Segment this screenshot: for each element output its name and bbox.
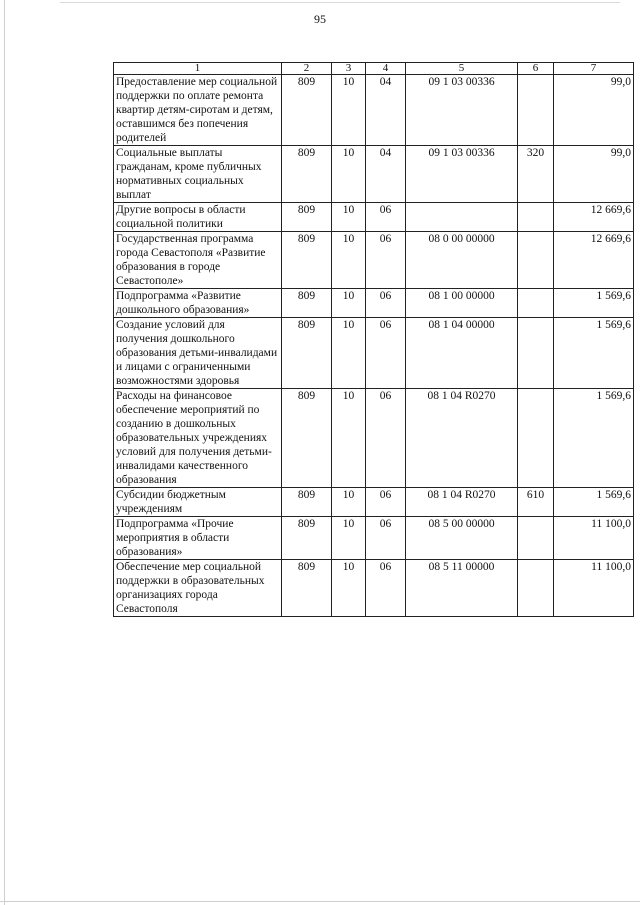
col-header: 3	[332, 63, 366, 75]
row-target-article: 08 0 00 00000	[406, 232, 518, 289]
col-header: 4	[366, 63, 406, 75]
row-expense-type	[518, 232, 554, 289]
row-expense-type	[518, 560, 554, 617]
row-expense-type	[518, 389, 554, 488]
row-name: Создание условий для получения дошкольного образования детьми-инвалидами и лицами с ограниченными возможностями здоровья	[114, 318, 282, 389]
scan-edge-top	[60, 2, 620, 3]
row-name: Государственная программа города Севастополя «Развитие образования в городе Севастополе»	[114, 232, 282, 289]
row-subsection: 06	[366, 560, 406, 617]
row-ministry-code: 809	[282, 232, 332, 289]
row-amount: 99,0	[554, 75, 634, 146]
col-header: 7	[554, 63, 634, 75]
row-expense-type: 320	[518, 146, 554, 203]
row-amount: 12 669,6	[554, 203, 634, 232]
row-name: Расходы на финансовое обеспечение мероприятий по созданию в дошкольных образовательных учреждениях условий для получения детьми-инвалидами качественного образования	[114, 389, 282, 488]
row-target-article: 08 5 11 00000	[406, 560, 518, 617]
row-name: Предоставление мер социальной поддержки по оплате ремонта квартир детям-сиротам и детям, оставшимся без попечения родителей	[114, 75, 282, 146]
table-row	[114, 560, 634, 617]
row-section: 10	[332, 389, 366, 488]
row-target-article: 08 1 00 00000	[406, 289, 518, 318]
row-ministry-code: 809	[282, 560, 332, 617]
header-row	[114, 63, 634, 75]
row-amount: 1 569,6	[554, 389, 634, 488]
row-subsection: 06	[366, 203, 406, 232]
col-header: 6	[518, 63, 554, 75]
row-section: 10	[332, 289, 366, 318]
row-amount: 1 569,6	[554, 289, 634, 318]
row-target-article: 08 5 00 00000	[406, 517, 518, 560]
row-ministry-code: 809	[282, 203, 332, 232]
row-section: 10	[332, 517, 366, 560]
row-subsection: 06	[366, 318, 406, 389]
row-amount: 99,0	[554, 146, 634, 203]
col-header: 5	[406, 63, 518, 75]
page-number: 95	[314, 12, 326, 26]
row-amount: 11 100,0	[554, 560, 634, 617]
table-row	[114, 232, 634, 289]
table-row	[114, 203, 634, 232]
row-subsection: 04	[366, 75, 406, 146]
table-row	[114, 75, 634, 146]
col-header: 2	[282, 63, 332, 75]
row-section: 10	[332, 203, 366, 232]
row-section: 10	[332, 232, 366, 289]
row-ministry-code: 809	[282, 488, 332, 517]
row-target-article: 08 1 04 R0270	[406, 488, 518, 517]
row-section: 10	[332, 318, 366, 389]
row-subsection: 04	[366, 146, 406, 203]
row-ministry-code: 809	[282, 318, 332, 389]
row-amount: 11 100,0	[554, 517, 634, 560]
row-target-article: 09 1 03 00336	[406, 146, 518, 203]
row-section: 10	[332, 560, 366, 617]
table-row	[114, 517, 634, 560]
scan-edge-left	[4, 0, 5, 905]
row-subsection: 06	[366, 517, 406, 560]
row-subsection: 06	[366, 389, 406, 488]
row-expense-type	[518, 289, 554, 318]
table-row	[114, 389, 634, 488]
row-section: 10	[332, 75, 366, 146]
table-row	[114, 318, 634, 389]
row-expense-type	[518, 75, 554, 146]
row-amount: 12 669,6	[554, 232, 634, 289]
row-ministry-code: 809	[282, 75, 332, 146]
budget-table	[113, 62, 634, 617]
row-name: Подпрограмма «Прочие мероприятия в области образования»	[114, 517, 282, 560]
row-subsection: 06	[366, 488, 406, 517]
table-row	[114, 146, 634, 203]
row-ministry-code: 809	[282, 517, 332, 560]
row-ministry-code: 809	[282, 289, 332, 318]
row-section: 10	[332, 488, 366, 517]
row-name: Другие вопросы в области социальной политики	[114, 203, 282, 232]
row-target-article: 09 1 03 00336	[406, 75, 518, 146]
row-expense-type	[518, 318, 554, 389]
row-subsection: 06	[366, 289, 406, 318]
scan-edge-bottom	[0, 901, 640, 902]
row-amount: 1 569,6	[554, 488, 634, 517]
row-expense-type	[518, 517, 554, 560]
col-header: 1	[114, 63, 282, 75]
row-target-article: 08 1 04 00000	[406, 318, 518, 389]
table-row	[114, 289, 634, 318]
row-name: Обеспечение мер социальной поддержки в образовательных организациях города Севастополя	[114, 560, 282, 617]
row-target-article	[406, 203, 518, 232]
row-expense-type: 610	[518, 488, 554, 517]
row-amount: 1 569,6	[554, 318, 634, 389]
row-name: Подпрограмма «Развитие дошкольного образования»	[114, 289, 282, 318]
row-name: Социальные выплаты гражданам, кроме публичных нормативных социальных выплат	[114, 146, 282, 203]
row-target-article: 08 1 04 R0270	[406, 389, 518, 488]
row-subsection: 06	[366, 232, 406, 289]
row-name: Субсидии бюджетным учреждениям	[114, 488, 282, 517]
row-expense-type	[518, 203, 554, 232]
row-section: 10	[332, 146, 366, 203]
row-ministry-code: 809	[282, 389, 332, 488]
row-ministry-code: 809	[282, 146, 332, 203]
table-row	[114, 488, 634, 517]
